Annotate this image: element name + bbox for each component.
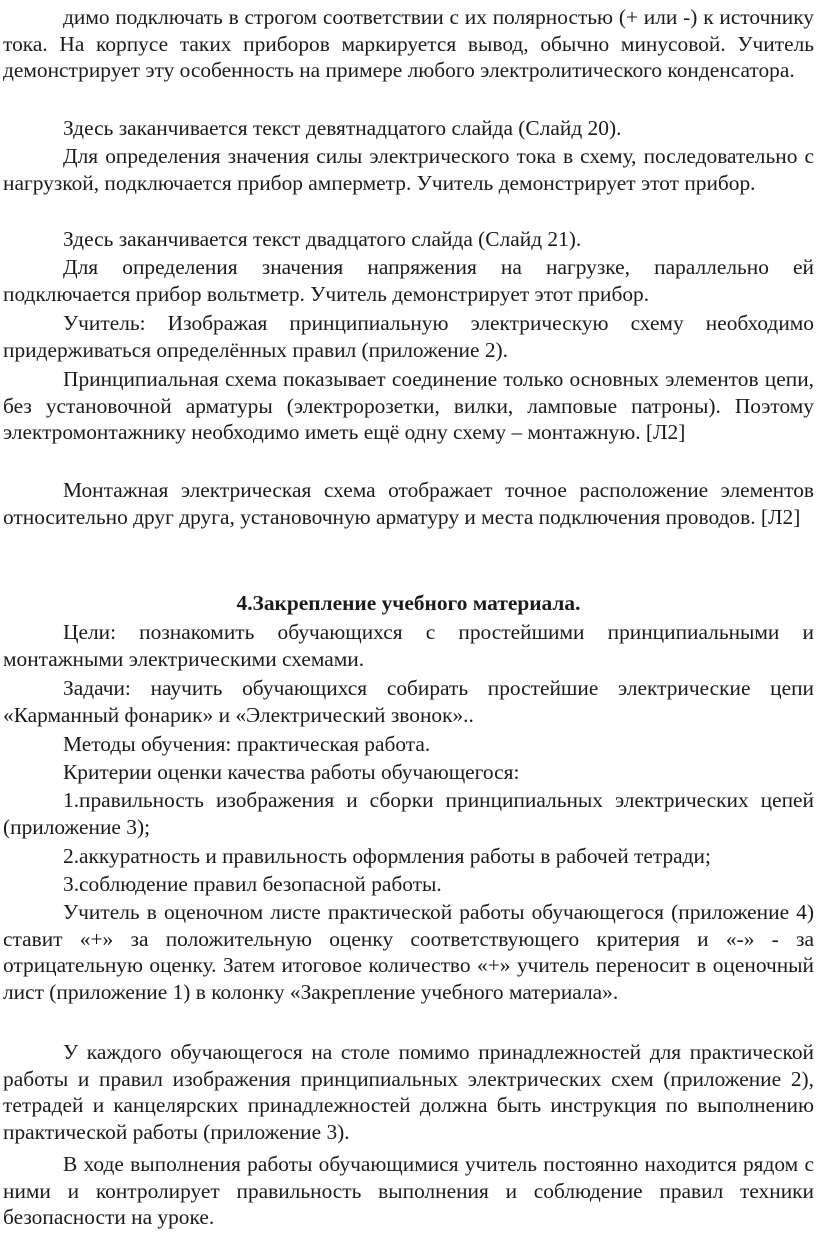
- paragraph-schematic-rules: Учитель: Изображая принципиальную электрическую схему необходимо придерживаться определённых правил (приложение 2).: [3, 311, 814, 362]
- section-heading: 4.Закрепление учебного материала.: [236, 591, 581, 615]
- paragraph-criterion-2: 2.аккуратность и правильность оформления работы в рабочей тетради;: [63, 844, 711, 868]
- paragraph-criteria: Критерии оценки качества работы обучающегося:: [63, 760, 520, 784]
- paragraph-ammeter: Для определения значения силы электрического тока в схему, последовательно с нагрузкой, подключается прибор амперметр. Учитель демонстрирует этот прибор.: [3, 144, 814, 195]
- paragraph-tasks: Задачи: научить обучающихся собирать простейшие электрические цепи «Карманный фонарик» и «Электрический звонок»..: [3, 676, 814, 727]
- paragraph-criterion-1: 1.правильность изображения и сборки принципиальных электрических цепей (приложение 3);: [3, 788, 814, 839]
- paragraph-mounting-scheme: Монтажная электрическая схема отображает точное расположение элементов относительно друг друга, установочную арматуру и места подключения проводов. [Л2]: [3, 478, 814, 529]
- paragraph-polarity: димо подключать в строгом соответствии с их полярностью (+ или -) к источнику тока. На корпусе таких приборов маркируется вывод, обычно минусовой. Учитель демонстрирует эту особенность на примере любого электролитического конденсатора.: [3, 5, 814, 83]
- paragraph-principal-scheme: Принципиальная схема показывает соединение только основных элементов цепи, без установочной арматуры (электророзетки, вилки, ламповые патроны). Поэтому электромонтажнику необходимо иметь ещё одну схему – монтажную. [Л2]: [3, 367, 814, 445]
- paragraph-slide-21-end: Здесь заканчивается текст двадцатого слайда (Слайд 21).: [63, 227, 582, 251]
- paragraph-voltmeter: Для определения значения напряжения на нагрузке, параллельно ей подключается прибор вольтметр. Учитель демонстрирует этот прибор.: [3, 255, 814, 306]
- paragraph-methods: Методы обучения: практическая работа.: [63, 732, 431, 756]
- paragraph-goals: Цели: познакомить обучающихся с простейшими принципиальными и монтажными электрическими схемами.: [3, 620, 814, 671]
- paragraph-evaluation-sheet: Учитель в оценочном листе практической работы обучающегося (приложение 4) ставит «+» за положительную оценку соответствующего критерия и «-» - за отрицательную оценку. Затем итоговое количество «+» учитель переносит в оценочный лист (приложение 1) в колонку «Закрепление учебного материала».: [3, 900, 814, 1005]
- paragraph-slide-20-end: Здесь заканчивается текст девятнадцатого слайда (Слайд 20).: [63, 116, 622, 140]
- paragraph-desk-materials: У каждого обучающегося на столе помимо принадлежностей для практической работы и правил изображения принципиальных электрических схем (приложение 2), тетрадей и канцелярских принадлежностей должна быть инструкция по выполнению практической работы (приложение 3).: [3, 1040, 814, 1145]
- paragraph-teacher-supervision: В ходе выполнения работы обучающимися учитель постоянно находится рядом с ними и контролирует правильность выполнения и соблюдение правил техники безопасности на уроке.: [3, 1152, 814, 1230]
- paragraph-criterion-3: 3.соблюдение правил безопасной работы.: [63, 872, 442, 896]
